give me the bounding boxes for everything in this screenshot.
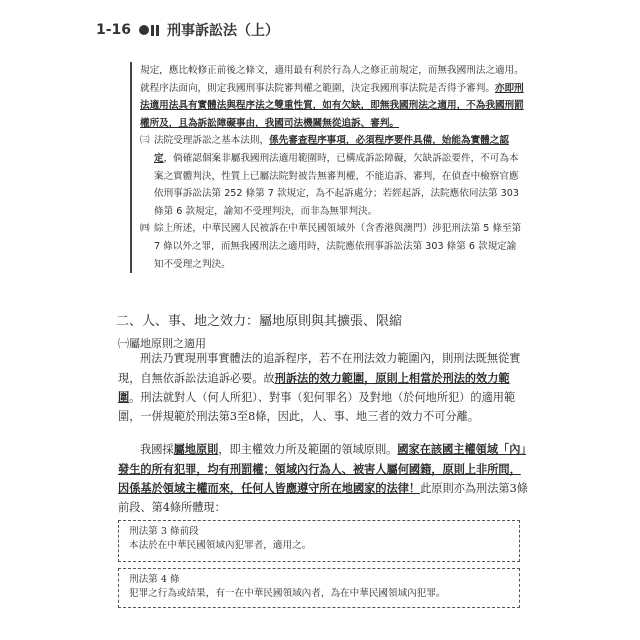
statute-title: 刑法第 3 條前段 [129, 526, 199, 537]
statute-box [118, 520, 520, 562]
sub-heading: ㈠屬地原則之適用 [118, 337, 206, 350]
list-item [140, 220, 525, 273]
quote-text: 規定，應比較修正前後之條文，適用最有利於行為人之修正前規定，而無我國刑法之適用。就程序法面向，則定我國刑事法院審判權之範圍，決定我國刑事法院是否得予審判。 [140, 65, 524, 94]
body-paragraph [118, 350, 528, 426]
quote-emphasis: 亦即刑法適用法具有實體法與程序法之雙重性質，如有欠缺，即無我國刑法之適用，不為我國刑罰權所及，且為訴訟障礙事由，我國司法機關無從追訴、審判。 [140, 82, 524, 129]
statute-text: 本法於在中華民國領域內犯罪者，適用之。 [129, 540, 312, 551]
section-heading: 二、人、事、地之效力：屬地原則與其擴張、限縮 [116, 314, 403, 329]
item-text: 綜上所述，中華民國人民被訴在中華民國領域外（含香港與澳門）涉犯刑法第 5 條至第 7 條以外之罪，而無我國刑法之適用時，法院應依刑事訴訟法第 303 條第 6 款規定諭知不受理之判決。 [154, 223, 522, 270]
item-text-rest: ，倘確認個案非屬我國刑法適用範圍時，已構成訴訟障礙，欠缺訴訟要件，不可為本案之實體判決，性質上已屬法院對被告無審判權，不能追訴、審判，在偵查中檢察官應依刑事訴訟法第 252 條第 7 款規定，為不起訴處分；若經起訴，法院應依同法第 303 條第 6 款規定，諭知不受理判決，而非為無罪判決。 [154, 152, 519, 217]
body-text-rest: 此原則亦為刑法第3條前段、第4條所體現： [118, 482, 528, 514]
statute-title: 刑法第 4 條 [129, 574, 180, 585]
statute-text: 犯罪之行為或結果，有一在中華民國領域內者，為在中華民國領域內犯罪。 [129, 588, 446, 599]
quote-block [130, 62, 525, 273]
item-text: 法院受理訴訟之基本法則， [154, 135, 270, 147]
body-emphasis: 刑訴法的效力範圍，原則上相當於刑法的效力範圍 [118, 370, 510, 404]
body-emphasis: 屬地原則 [173, 442, 219, 456]
page-header [96, 20, 279, 40]
statute-box [118, 568, 520, 608]
quote-paragraph [140, 62, 525, 132]
item-marker: ㈢ [140, 135, 150, 147]
body-text: 我國採 [140, 443, 174, 456]
body-text: 刑法乃實現刑事實體法的追訴程序，若不在刑法效力範圍內，則刑法既無從實現，自無依訴訟法追訴必要。故 [118, 352, 521, 385]
body-emphasis: 因係基於領域主權而來，任何人皆應遵守所在地國家的法律！ [118, 481, 421, 495]
page-number: 1-16 [96, 22, 132, 38]
body-text-rest: 。刑法就對人（何人所犯）、對事（犯何罪名）及對地（於何地所犯）的適用範圍，一併規範於刑法第3至8條，因此，人、事、地三者的效力不可分離。 [118, 391, 516, 423]
item-emphasis: 係先審查程序事項，必須程序要件具備，始能為實體之認定 [154, 135, 509, 164]
body-text: ，即主權效力所及範圍的領域原則。 [218, 443, 398, 456]
body-emphasis: 國家在該國主權領域「內」發生的所有犯罪，均有刑罰權；領域內行為人、被害人屬何國籍，原則上非所問， [118, 442, 527, 476]
body-paragraph [118, 440, 528, 517]
header-ornament-icon [139, 25, 161, 36]
chapter-title: 刑事訴訟法（上） [167, 23, 280, 39]
item-marker: ㈣ [140, 223, 150, 235]
list-item [140, 132, 525, 220]
